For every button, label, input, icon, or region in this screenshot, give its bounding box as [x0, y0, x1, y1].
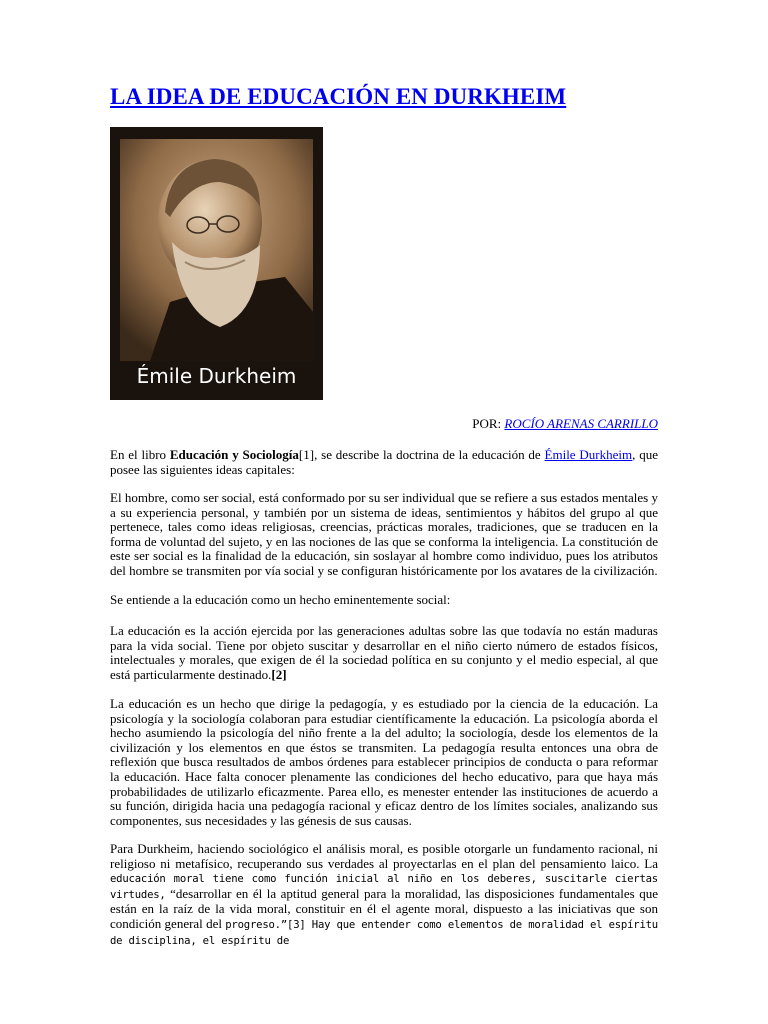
moral-text-a: Para Durkheim, haciendo sociológico el análisis moral, es posible otorgarle un fundamento racional, ni religioso ni metafísico, recuperando sus verdades al proyectarlas en el plan del pensamiento laico. La [110, 841, 658, 871]
paragraph-intro [110, 448, 658, 477]
paragraph-definition [110, 624, 658, 682]
book-title: Educación y Sociología [169, 447, 299, 462]
page-title[interactable]: LA IDEA DE EDUCACIÓN EN DURKHEIM [110, 84, 567, 109]
paragraph-moral [110, 842, 658, 948]
footnote-ref-1: [1] [298, 447, 315, 462]
footnote-ref-2: [2] [271, 666, 287, 682]
author-link[interactable]: ROCÍO ARENAS CARRILLO [504, 416, 658, 431]
durkheim-portrait [110, 127, 323, 400]
definition-text: La educación es la acción ejercida por las generaciones adultas sobre las que todavía no están maduras para la vida social. Tiene por objeto suscitar y desarrollar en el niño cierto número de estados físicos, intelectuales y morales, que exigen de él la sociedad política en su conjunto y el medio especial, al que está particularmente destinado. [110, 623, 658, 682]
paragraph-social-being: El hombre, como ser social, está conformado por su ser individual que se refiere a sus estados mentales y a su experiencia personal, y también por un sistema de ideas, sentimientos y hábitos del grupo al que pertenece, tales como ideas religiosas, creencias, prácticas morales, tradiciones, que se traducen en la forma de voluntad del sujeto, y en las nociones de las que se conforma la inteligencia. La constitución de este ser social es la finalidad de la educación, sin soslayar al hombre como individuo, pues los atributos del hombre se transmiten por vía social y se configuran históricamente por los avatares de la civilización. [110, 490, 658, 578]
moral-typed-2: progreso.”[3] Hay que entender como elementos de moralidad el espíritu de disciplina, el espíritu de [110, 918, 658, 947]
byline-prefix: POR: [472, 416, 505, 431]
byline [472, 416, 658, 432]
intro-text-a: En el libro [110, 447, 170, 462]
paragraph-social-fact: Se entiende a la educación como un hecho eminentemente social: [110, 592, 451, 607]
portrait-caption: Émile Durkheim [136, 364, 297, 388]
intro-text-c: , que posee las siguientes ideas capitales: [110, 447, 658, 477]
paragraph-pedagogy: La educación es un hecho que dirige la pedagogía, y es estudiado por la ciencia de la educación. La psicología y la sociología colaboran para estudiar científicamente la educación. La psicología aborda el hecho asumiendo la psicología del niño frente a la del adulto; la sociología, desde los elementos de la civilización y los elementos en que éstos se transmiten. La pedagogía resulta entonces una obra de reflexión que busca resultados de ambos órdenes para establecer principios de conducta o para reformar la educación. Hace falta conocer plenamente las condiciones del hecho educativo, para que haya más probabilidades de utilizarlo eficazmente. Parea ello, es menester entender las instituciones de acuerdo a su función, dirigida hacia una pedagogía racional y eficaz dentro de los límites sociales, analizando sus componentes, sus necesidades y las génesis de sus causas. [110, 696, 658, 828]
moral-typed-1: educación moral tiene como función inicial al niño en los deberes, suscitarle ciertas virtudes, [110, 873, 658, 901]
portrait-image [110, 127, 323, 400]
moral-text-b: “desarrollar en él la aptitud general para la moralidad, las disposiciones fundamentales que están en la raíz de la vida moral, constituir en él el agente moral, dispuesto a las iniciativas que son condición general del [110, 885, 658, 931]
intro-text-b: , se describe la doctrina de la educación de [314, 447, 545, 462]
durkheim-link[interactable]: Émile Durkheim [544, 447, 633, 462]
